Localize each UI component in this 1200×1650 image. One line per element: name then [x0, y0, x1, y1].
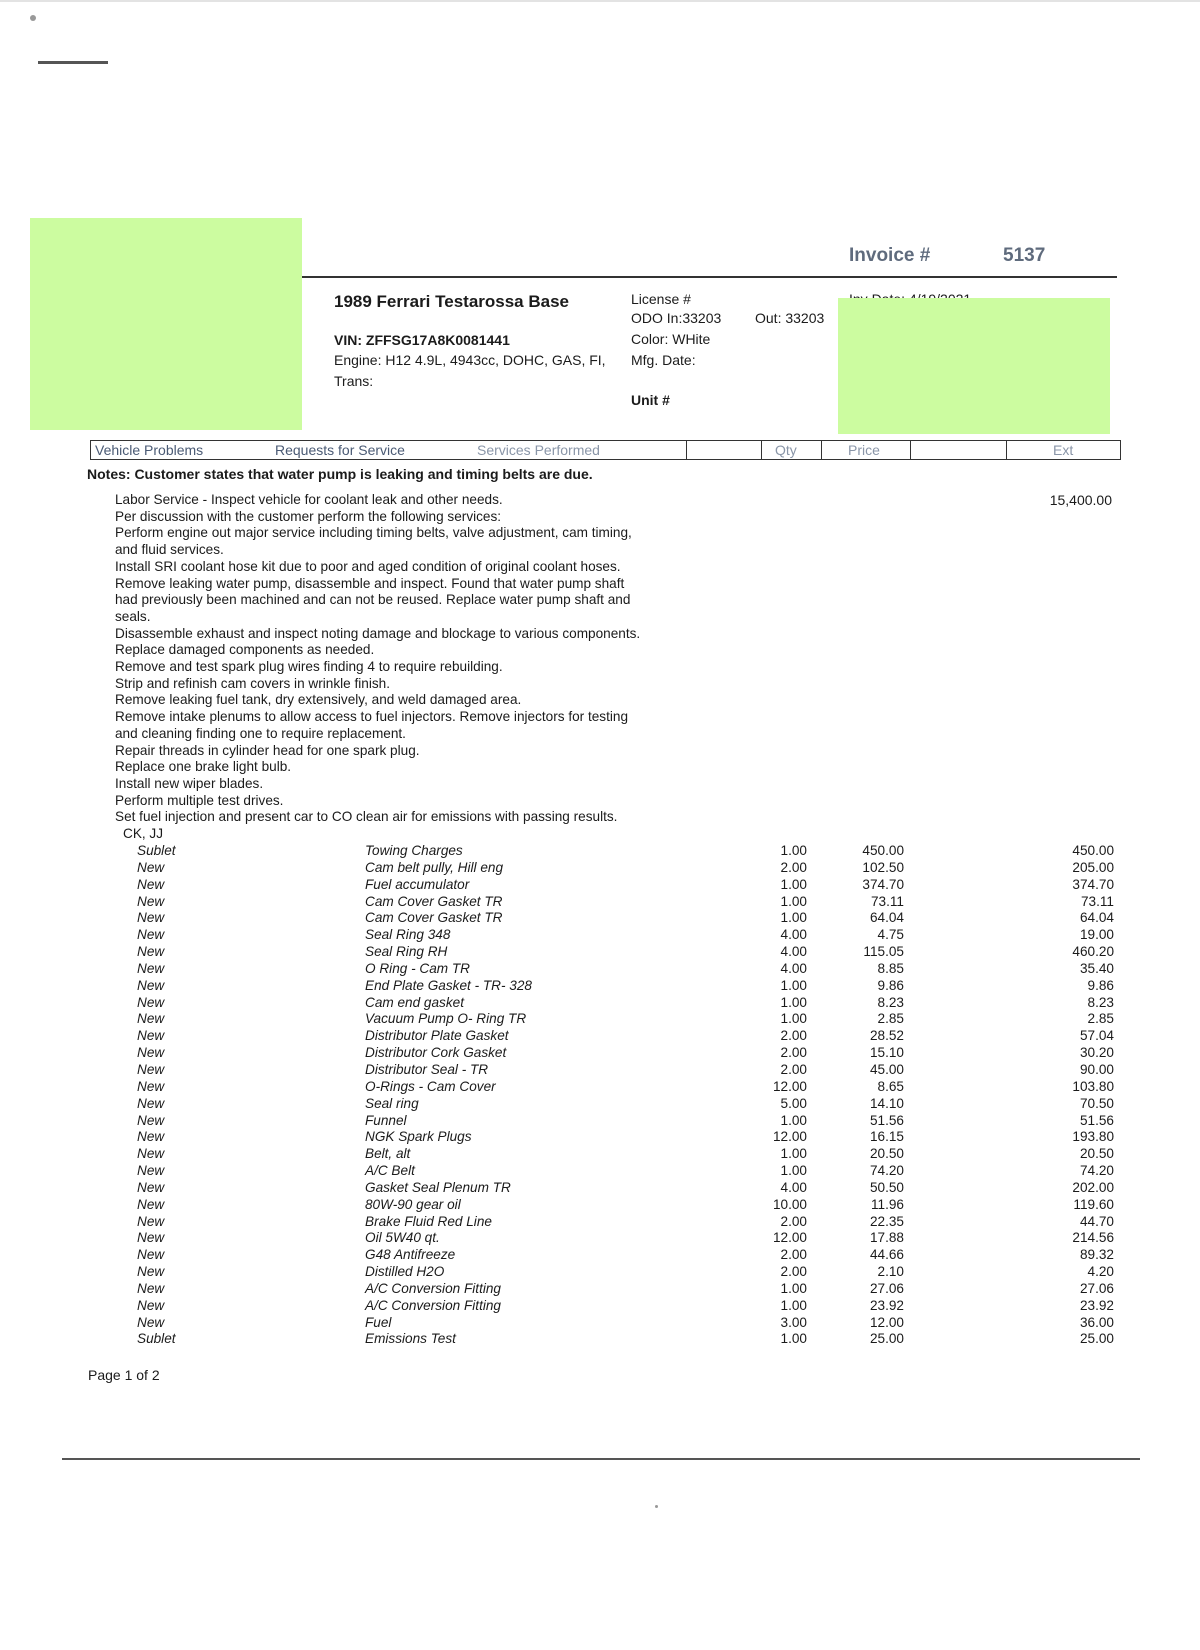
labor-line: Install new wiper blades. — [115, 775, 264, 791]
item-price: 64.04 — [869, 910, 904, 926]
item-description: Cam Cover Gasket TR — [365, 910, 503, 926]
labor-line: Repair threads in cylinder head for one spark plug. — [115, 742, 420, 758]
scan-speck — [655, 1505, 658, 1508]
item-ext: 30.20 — [1079, 1045, 1114, 1061]
item-type: New — [137, 1314, 165, 1330]
scan-mark — [38, 61, 108, 64]
item-price: 15.10 — [869, 1045, 904, 1061]
item-price: 51.56 — [869, 1112, 904, 1128]
item-ext: 44.70 — [1079, 1213, 1114, 1229]
item-qty: 2.00 — [780, 1213, 807, 1229]
item-type: New — [137, 1112, 165, 1128]
column-divider — [910, 441, 911, 459]
item-qty: 2.00 — [780, 1045, 807, 1061]
item-price: 20.50 — [869, 1146, 904, 1162]
item-type: Sublet — [137, 1331, 176, 1347]
odo-in-field: ODO In:33203 — [631, 310, 722, 326]
item-ext: 119.60 — [1073, 1196, 1114, 1212]
vehicle-engine: Engine: H12 4.9L, 4943cc, DOHC, GAS, FI, — [334, 352, 606, 368]
item-ext: 51.56 — [1079, 1112, 1114, 1128]
item-price: 14.10 — [869, 1095, 904, 1111]
item-description: Seal Ring 348 — [365, 927, 451, 943]
labor-line: Remove and test spark plug wires finding 4 to require rebuilding. — [115, 659, 503, 675]
item-qty: 4.00 — [780, 1179, 807, 1195]
item-ext: 73.11 — [1080, 893, 1114, 909]
line-item-row — [0, 843, 1200, 860]
item-qty: 2.00 — [780, 1061, 807, 1077]
item-qty: 2.00 — [780, 1028, 807, 1044]
item-description: Cam end gasket — [365, 994, 464, 1010]
labor-line: Remove leaking fuel tank, dry extensively, and weld damaged area. — [115, 692, 522, 708]
item-type: New — [137, 1213, 165, 1229]
item-qty: 4.00 — [780, 927, 807, 943]
item-qty: 3.00 — [780, 1314, 807, 1330]
item-qty: 5.00 — [780, 1095, 807, 1111]
item-description: Distributor Plate Gasket — [365, 1028, 509, 1044]
item-type: New — [137, 893, 165, 909]
item-ext: 103.80 — [1072, 1078, 1114, 1094]
column-divider — [1006, 441, 1007, 459]
item-description: A/C Belt — [365, 1163, 415, 1179]
col-services-performed: Services Performed — [477, 442, 600, 458]
item-description: Brake Fluid Red Line — [365, 1213, 492, 1229]
col-qty: Qty — [775, 442, 797, 458]
item-type: New — [137, 1011, 165, 1027]
col-ext: Ext — [1053, 442, 1074, 458]
line-item-row — [0, 1247, 1200, 1264]
line-item-row — [0, 1281, 1200, 1298]
line-item-row — [0, 1331, 1200, 1348]
column-divider — [761, 441, 762, 459]
labor-line: Install SRI coolant hose kit due to poor and aged condition of original coolant hoses. — [115, 558, 621, 574]
item-description: Oil 5W40 qt. — [365, 1230, 440, 1246]
labor-line: Remove leaking water pump, disassemble and inspect. Found that water pump shaft — [115, 575, 625, 591]
item-qty: 1.00 — [780, 910, 807, 926]
item-description: Cam Cover Gasket TR — [365, 893, 503, 909]
odo-out-field: Out: 33203 — [755, 310, 825, 326]
labor-line: had previously been machined and can not be reused. Replace water pump shaft and — [115, 592, 631, 608]
invoice-label: Invoice # — [849, 245, 931, 266]
line-item-row — [0, 1264, 1200, 1281]
item-ext: 4.20 — [1087, 1264, 1114, 1280]
item-price: 25.00 — [869, 1331, 904, 1347]
item-qty: 1.00 — [780, 1112, 807, 1128]
labor-line: Labor Service - Inspect vehicle for coolant leak and other needs. — [115, 492, 503, 507]
item-price: 45.00 — [869, 1061, 904, 1077]
item-qty: 1.00 — [780, 1163, 807, 1179]
col-vehicle-problems: Vehicle Problems — [95, 442, 204, 458]
item-price: 8.85 — [877, 960, 904, 976]
column-divider — [821, 441, 822, 459]
line-item-row — [0, 1045, 1200, 1062]
invoice-number: 5137 — [1003, 245, 1046, 266]
item-type: Sublet — [137, 843, 176, 858]
item-qty: 1.00 — [780, 843, 807, 858]
item-type: New — [137, 1297, 165, 1313]
item-ext: 36.00 — [1079, 1314, 1114, 1330]
line-item-row — [0, 1113, 1200, 1130]
item-price: 17.88 — [869, 1230, 904, 1246]
item-ext: 90.00 — [1079, 1061, 1114, 1077]
item-type: New — [137, 859, 165, 875]
scan-speck — [30, 15, 36, 21]
labor-line: Remove intake plenums to allow access to fuel injectors. Remove injectors for testing — [115, 709, 629, 725]
item-qty: 1.00 — [780, 1011, 807, 1027]
item-qty: 2.00 — [780, 1264, 807, 1280]
item-type: New — [137, 977, 165, 993]
line-item-row — [0, 1096, 1200, 1113]
item-type: New — [137, 1095, 165, 1111]
vehicle-title: 1989 Ferrari Testarossa Base — [334, 292, 570, 311]
labor-line: Perform engine out major service including timing belts, valve adjustment, cam timing, — [115, 525, 632, 541]
line-item-row — [0, 1197, 1200, 1214]
item-description: Funnel — [365, 1112, 407, 1128]
vehicle-vin: VIN: ZFFSG17A8K0081441 — [334, 332, 510, 348]
col-requests-for-service: Requests for Service — [275, 442, 405, 458]
item-price: 9.86 — [877, 977, 904, 993]
item-price: 44.66 — [869, 1247, 904, 1263]
line-item-row — [0, 944, 1200, 961]
item-ext: 460.20 — [1072, 944, 1114, 960]
line-item-row — [0, 894, 1200, 911]
item-qty: 10.00 — [772, 1196, 807, 1212]
labor-amount: 15,400.00 — [1049, 492, 1112, 508]
item-type: New — [137, 1146, 165, 1162]
line-item-row — [0, 860, 1200, 877]
item-type: New — [137, 910, 165, 926]
item-type: New — [137, 1280, 165, 1296]
item-ext: 57.04 — [1079, 1028, 1114, 1044]
item-ext: 89.32 — [1079, 1247, 1114, 1263]
item-qty: 1.00 — [780, 893, 807, 909]
item-description: Seal ring — [365, 1095, 419, 1111]
line-item-row — [0, 1180, 1200, 1197]
item-price: 8.23 — [877, 994, 904, 1010]
item-qty: 4.00 — [780, 944, 807, 960]
item-type: New — [137, 1247, 165, 1263]
redacted-logo-block — [30, 218, 302, 430]
item-ext: 19.00 — [1079, 927, 1114, 943]
item-description: Belt, alt — [365, 1146, 411, 1162]
column-divider — [686, 441, 687, 459]
labor-line: Per discussion with the customer perform the following services: — [115, 508, 502, 524]
line-item-row — [0, 1163, 1200, 1180]
item-ext: 450.00 — [1072, 843, 1114, 858]
item-ext: 374.70 — [1072, 876, 1114, 892]
item-type: New — [137, 1045, 165, 1061]
line-item-row — [0, 1011, 1200, 1028]
item-description: End Plate Gasket - TR- 328 — [365, 977, 532, 993]
item-description: Distributor Cork Gasket — [365, 1045, 507, 1061]
item-type: New — [137, 927, 165, 943]
item-price: 374.70 — [862, 876, 904, 892]
item-description: Distributor Seal - TR — [365, 1061, 489, 1077]
license-field: License # — [631, 291, 691, 307]
header-rule — [302, 276, 1117, 278]
labor-line: Perform multiple test drives. — [115, 792, 284, 808]
item-description: Emissions Test — [365, 1331, 456, 1347]
redacted-customer-block — [838, 298, 1110, 434]
item-ext: 202.00 — [1072, 1179, 1114, 1195]
item-price: 23.92 — [869, 1297, 904, 1313]
item-price: 27.06 — [869, 1280, 904, 1296]
item-type: New — [137, 1163, 165, 1179]
labor-line: Set fuel injection and present car to CO clean air for emissions with passing results. — [115, 809, 618, 825]
line-item-row — [0, 1214, 1200, 1231]
col-price: Price — [848, 442, 880, 458]
item-price: 102.50 — [862, 859, 904, 875]
item-ext: 25.00 — [1079, 1331, 1114, 1347]
line-item-row — [0, 995, 1200, 1012]
item-price: 2.85 — [877, 1011, 904, 1027]
labor-line: and fluid services. — [115, 542, 224, 558]
item-type: New — [137, 1264, 165, 1280]
line-item-row — [0, 877, 1200, 894]
item-ext: 9.86 — [1087, 977, 1114, 993]
item-qty: 2.00 — [780, 859, 807, 875]
item-description: Vacuum Pump O- Ring TR — [365, 1011, 527, 1027]
line-item-row — [0, 1129, 1200, 1146]
item-description: O-Rings - Cam Cover — [365, 1078, 496, 1094]
item-description: Distilled H2O — [365, 1264, 445, 1280]
item-qty: 12.00 — [772, 1230, 807, 1246]
item-ext: 8.23 — [1087, 994, 1114, 1010]
item-qty: 12.00 — [772, 1078, 807, 1094]
line-item-row — [0, 1315, 1200, 1332]
item-price: 8.65 — [877, 1078, 904, 1094]
labor-line: and cleaning finding one to require replacement. — [115, 725, 406, 741]
line-item-row — [0, 1230, 1200, 1247]
item-price: 12.00 — [869, 1314, 904, 1330]
item-ext: 23.92 — [1079, 1297, 1114, 1313]
item-ext: 64.04 — [1079, 910, 1114, 926]
item-ext: 27.06 — [1079, 1280, 1114, 1296]
item-type: New — [137, 1078, 165, 1094]
item-price: 50.50 — [869, 1179, 904, 1195]
item-description: O Ring - Cam TR — [365, 960, 470, 976]
item-ext: 2.85 — [1087, 1011, 1114, 1027]
labor-line: Disassemble exhaust and inspect noting damage and blockage to various components. — [115, 625, 641, 641]
footer-rule — [62, 1458, 1140, 1460]
page-number: Page 1 of 2 — [88, 1367, 160, 1383]
labor-line: Strip and refinish cam covers in wrinkle finish. — [115, 675, 391, 691]
column-header-bar — [90, 440, 1121, 460]
item-price: 450.00 — [862, 843, 904, 858]
item-description: 80W-90 gear oil — [365, 1196, 461, 1212]
item-type: New — [137, 994, 165, 1010]
item-description: Fuel — [365, 1314, 392, 1330]
item-ext: 74.20 — [1079, 1163, 1114, 1179]
item-type: New — [137, 1061, 165, 1077]
item-qty: 1.00 — [780, 1146, 807, 1162]
item-price: 4.75 — [877, 927, 904, 943]
line-item-row — [0, 1298, 1200, 1315]
line-item-row — [0, 910, 1200, 927]
line-item-row — [0, 978, 1200, 995]
labor-line: Replace damaged components as needed. — [115, 642, 375, 658]
item-qty: 12.00 — [772, 1129, 807, 1145]
labor-line: Replace one brake light bulb. — [115, 759, 292, 775]
item-type: New — [137, 944, 165, 960]
item-qty: 2.00 — [780, 1247, 807, 1263]
item-qty: 1.00 — [780, 1297, 807, 1313]
item-ext: 20.50 — [1079, 1146, 1114, 1162]
line-item-row — [0, 927, 1200, 944]
item-description: Seal Ring RH — [365, 944, 448, 960]
item-type: New — [137, 1028, 165, 1044]
item-type: New — [137, 1196, 165, 1212]
item-price: 74.20 — [869, 1163, 904, 1179]
mfg-date-field: Mfg. Date: — [631, 352, 696, 368]
item-type: New — [137, 960, 165, 976]
item-price: 115.05 — [863, 944, 904, 960]
item-price: 11.96 — [870, 1196, 904, 1212]
item-ext: 35.40 — [1079, 960, 1114, 976]
item-ext: 70.50 — [1079, 1095, 1114, 1111]
item-description: Fuel accumulator — [365, 876, 470, 892]
labor-line: seals. — [115, 608, 151, 624]
item-description: A/C Conversion Fitting — [365, 1280, 501, 1296]
item-type: New — [137, 1230, 165, 1246]
customer-notes: Notes: Customer states that water pump is leaking and timing belts are due. — [87, 466, 593, 482]
item-qty: 1.00 — [780, 876, 807, 892]
parts-list — [0, 843, 1200, 1348]
top-edge-line — [0, 0, 1200, 2]
item-price: 2.10 — [877, 1264, 904, 1280]
line-item-row — [0, 1062, 1200, 1079]
item-type: New — [137, 1179, 165, 1195]
item-qty: 1.00 — [780, 1331, 807, 1347]
item-description: G48 Antifreeze — [365, 1247, 456, 1263]
item-type: New — [137, 1129, 165, 1145]
unit-field: Unit # — [631, 392, 670, 408]
item-description: NGK Spark Plugs — [365, 1129, 472, 1145]
item-ext: 214.56 — [1072, 1230, 1114, 1246]
vehicle-trans: Trans: — [334, 373, 374, 389]
item-ext: 193.80 — [1072, 1129, 1114, 1145]
technician-initials: CK, JJ — [123, 826, 164, 841]
color-field: Color: WHite — [631, 331, 711, 347]
item-description: Towing Charges — [365, 843, 463, 858]
item-ext: 205.00 — [1072, 859, 1114, 875]
item-description: Gasket Seal Plenum TR — [365, 1179, 511, 1195]
line-item-row — [0, 1079, 1200, 1096]
item-price: 16.15 — [869, 1129, 904, 1145]
item-qty: 1.00 — [780, 994, 807, 1010]
item-description: A/C Conversion Fitting — [365, 1297, 501, 1313]
line-item-row — [0, 961, 1200, 978]
item-description: Cam belt pully, Hill eng — [365, 859, 504, 875]
item-qty: 4.00 — [780, 960, 807, 976]
line-item-row — [0, 1028, 1200, 1045]
item-qty: 1.00 — [780, 1280, 807, 1296]
labor-description — [115, 492, 640, 826]
item-qty: 1.00 — [780, 977, 807, 993]
item-price: 28.52 — [869, 1028, 904, 1044]
item-type: New — [137, 876, 165, 892]
item-price: 73.11 — [870, 893, 904, 909]
line-item-row — [0, 1146, 1200, 1163]
item-price: 22.35 — [869, 1213, 904, 1229]
